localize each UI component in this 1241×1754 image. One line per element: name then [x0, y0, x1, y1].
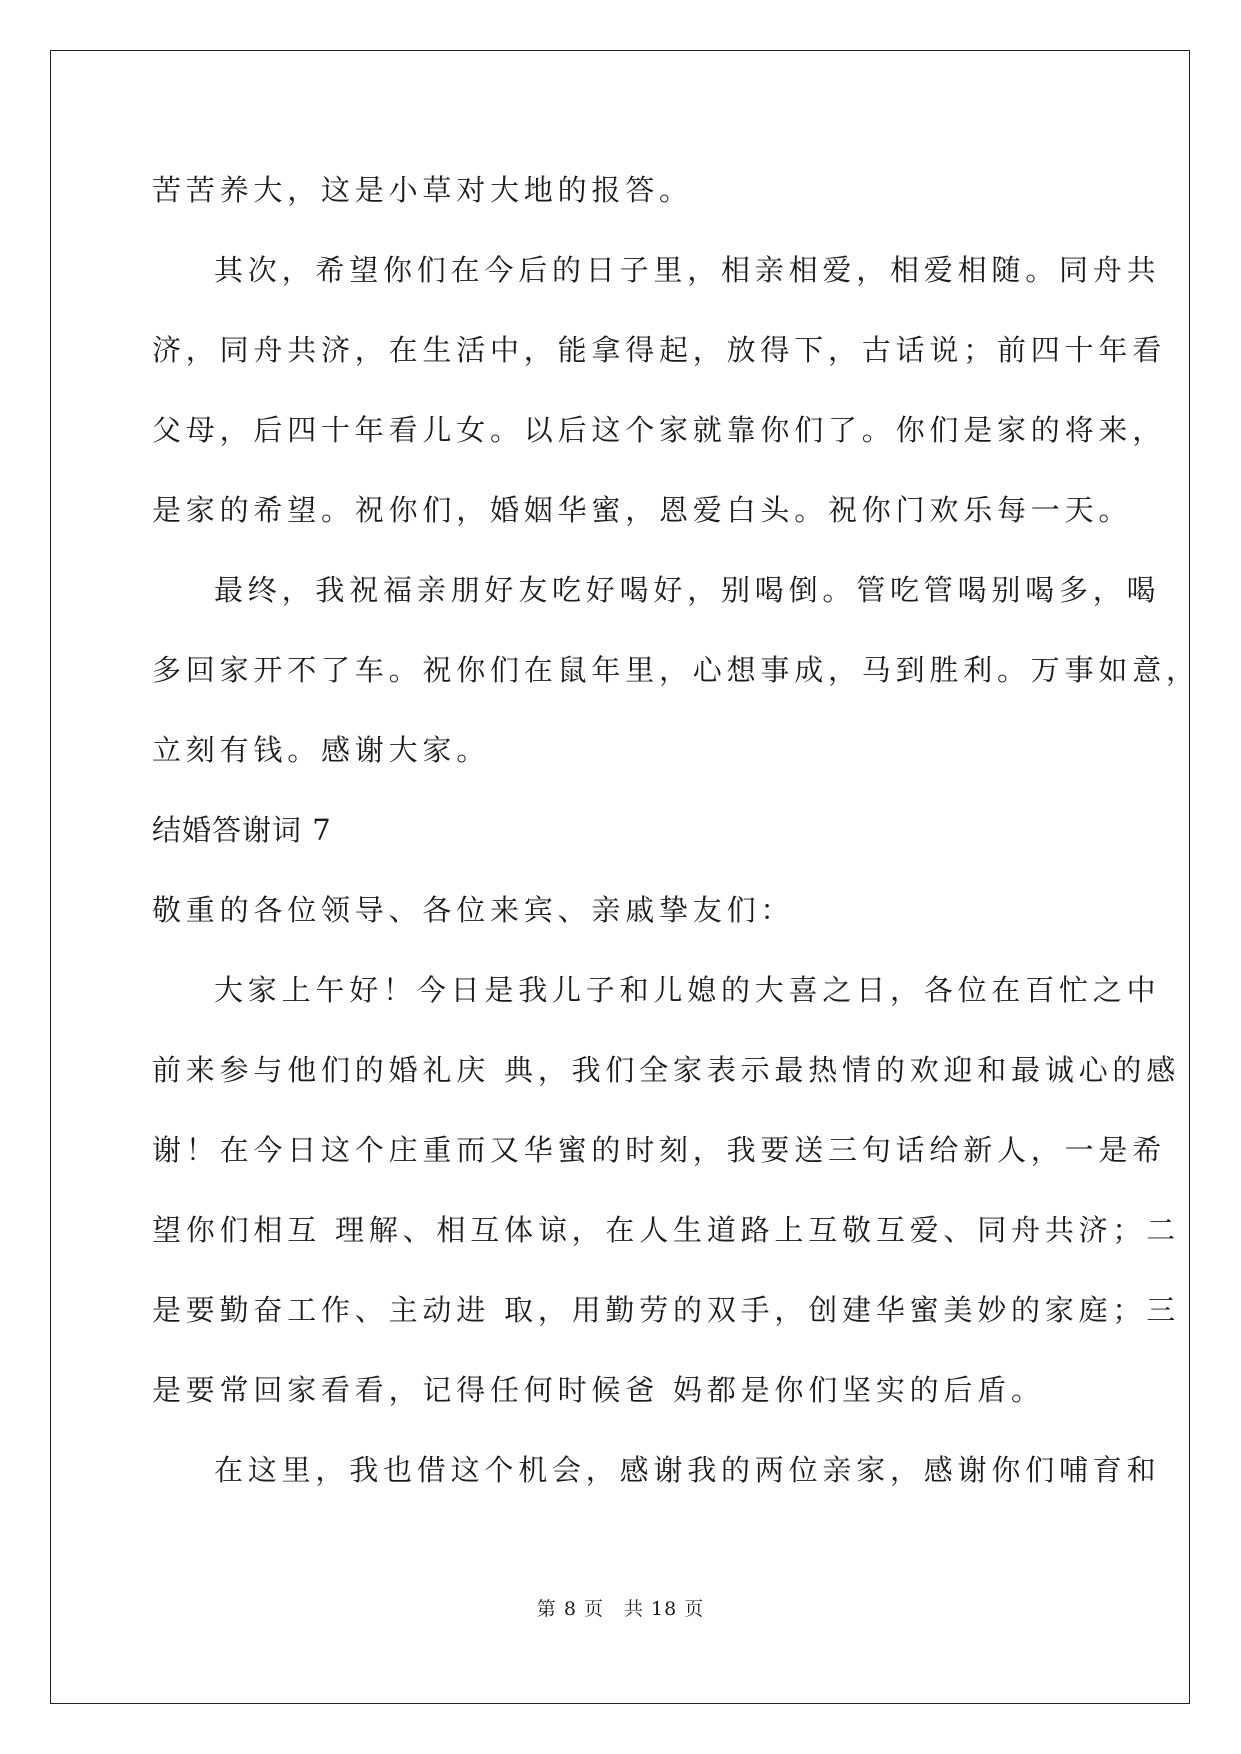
text-line: 谢！在今日这个庄重而又华蜜的时刻，我要送三句话给新人，一是希	[152, 1133, 1167, 1167]
text-line: 望你们相互 理解、相互体谅，在人生道路上互敬互爱、同舟共济；二	[152, 1213, 1181, 1247]
text-line: 多回家开不了车。祝你们在鼠年里，心想事成，马到胜利。万事如意，	[152, 653, 1200, 687]
paragraph-start: 其次，希望你们在今后的日子里，相亲相爱，相爱相随。同舟共	[214, 253, 1161, 287]
text-line: 前来参与他们的婚礼庆 典，我们全家表示最热情的欢迎和最诚心的感	[152, 1053, 1181, 1087]
paragraph-start: 在这里，我也借这个机会，感谢我的两位亲家，感谢你们哺育和	[214, 1453, 1161, 1487]
paragraph-start: 最终，我祝福亲朋好友吃好喝好，别喝倒。管吃管喝别喝多，喝	[214, 573, 1161, 607]
page-total: 共 18 页	[623, 1598, 705, 1620]
text-line: 是要常回家看看，记得任何时候爸 妈都是你们坚实的后盾。	[152, 1373, 1045, 1407]
text-line: 济，同舟共济，在生活中，能拿得起，放得下，古话说；前四十年看	[152, 333, 1167, 367]
page-number: 第 8 页	[536, 1598, 604, 1620]
text-line: 父母，后四十年看儿女。以后这个家就靠你们了。你们是家的将来，	[152, 413, 1167, 447]
salutation: 敬重的各位领导、各位来宾、亲戚挚友们：	[152, 893, 795, 927]
text-line: 苦苦养大，这是小草对大地的报答。	[152, 173, 693, 207]
section-heading: 结婚答谢词 7	[152, 813, 332, 847]
page-footer	[0, 1596, 1241, 1622]
paragraph-start: 大家上午好！今日是我儿子和儿媳的大喜之日，各位在百忙之中	[214, 973, 1161, 1007]
text-line: 立刻有钱。感谢大家。	[152, 733, 491, 767]
text-line: 是家的希望。祝你们，婚姻华蜜，恩爱白头。祝你门欢乐每一天。	[152, 493, 1133, 527]
text-line: 是要勤奋工作、主动进 取，用勤劳的双手，创建华蜜美妙的家庭；三	[152, 1293, 1181, 1327]
